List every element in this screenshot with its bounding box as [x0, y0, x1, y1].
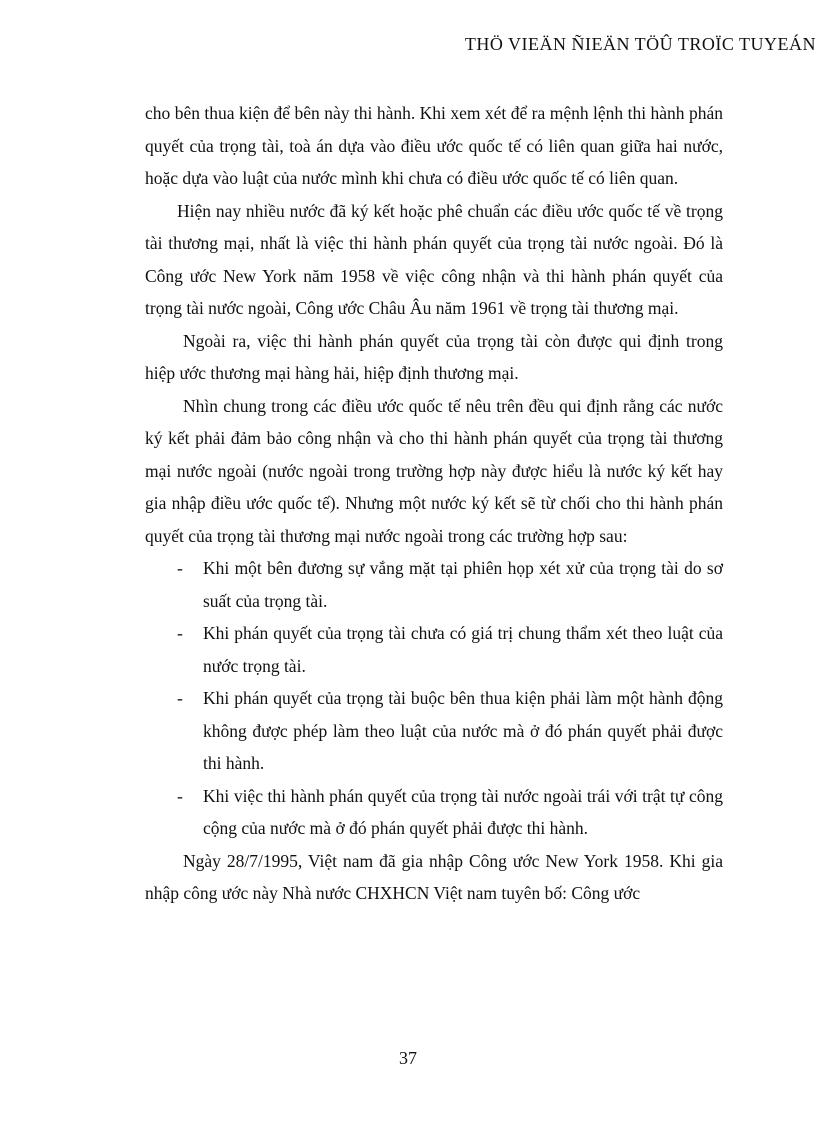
list-item-text: Khi một bên đương sự vắng mặt tại phiên họp xét xử của trọng tài do sơ suất của trọng tài.: [203, 558, 723, 611]
list-item-text: Khi phán quyết của trọng tài buộc bên thua kiện phải làm một hành động không được phép làm theo luật của nước mà ở đó phán quyết phải được thi hành.: [203, 688, 723, 773]
bullet-marker: -: [177, 623, 183, 643]
list-item: [145, 780, 723, 845]
bullet-marker: -: [177, 785, 183, 806]
paragraph: Nhìn chung trong các điều ước quốc tế nêu trên đều qui định rằng các nước ký kết phải đảm bảo công nhận và cho thi hành phán quyết của trọng tài thương mại nước ngoài (nước ngoài trong trường hợp này được hiểu là nước ký kết hay gia nhập điều ước quốc tế). Nhưng một nước ký kết sẽ từ chối cho thi hành phán quyết của trọng tài thương mại nước ngoài trong các trường hợp sau:: [145, 395, 723, 546]
bullet-marker: -: [177, 688, 183, 708]
page-header: THÖ VIEÄN ÑIEÄN TÖÛ TROÏC TUYEÁN: [464, 34, 816, 54]
bullet-marker: -: [177, 558, 183, 578]
document-body: [145, 97, 723, 910]
paragraph: Hiện nay nhiều nước đã ký kết hoặc phê chuẩn các điều ước quốc tế về trọng tài thương mại, nhất là việc thi hành phán quyết của trọng tài nước ngoài. Đó là Công ước New York năm 1958 về việc công nhận và thi hành phán quyết của trọng tài nước ngoài, Công ước Châu Âu năm 1961 về trọng tài thương mại.: [145, 200, 723, 318]
list-item: [145, 552, 723, 617]
paragraph: Ngoài ra, việc thi hành phán quyết của trọng tài còn được qui định trong hiệp ước thương mại hàng hải, hiệp định thương mại.: [145, 330, 723, 383]
paragraph: Ngày 28/7/1995, Việt nam đã gia nhập Công ước New York 1958. Khi gia nhập công ước này Nhà nước CHXHCN Việt nam tuyên bố: Công ước: [145, 850, 723, 903]
bullet-list: [145, 552, 723, 845]
list-item: [145, 617, 723, 682]
paragraph: cho bên thua kiện để bên này thi hành. Khi xem xét để ra mệnh lệnh thi hành phán quyết của trọng tài, toà án dựa vào điều ước quốc tế có liên quan giữa hai nước, hoặc dựa vào luật của nước mình khi chưa có điều ước quốc tế có liên quan.: [145, 103, 723, 188]
list-item-text: Khi phán quyết của trọng tài chưa có giá trị chung thẩm xét theo luật của nước trọng tài.: [203, 623, 723, 676]
list-item-text: Khi việc thi hành phán quyết của trọng tài nước ngoài trái với trật tự công cộng của nước mà ở đó phán quyết phải được thi hành.: [203, 785, 723, 838]
page-number: 37: [399, 1048, 417, 1068]
list-item: [145, 682, 723, 780]
